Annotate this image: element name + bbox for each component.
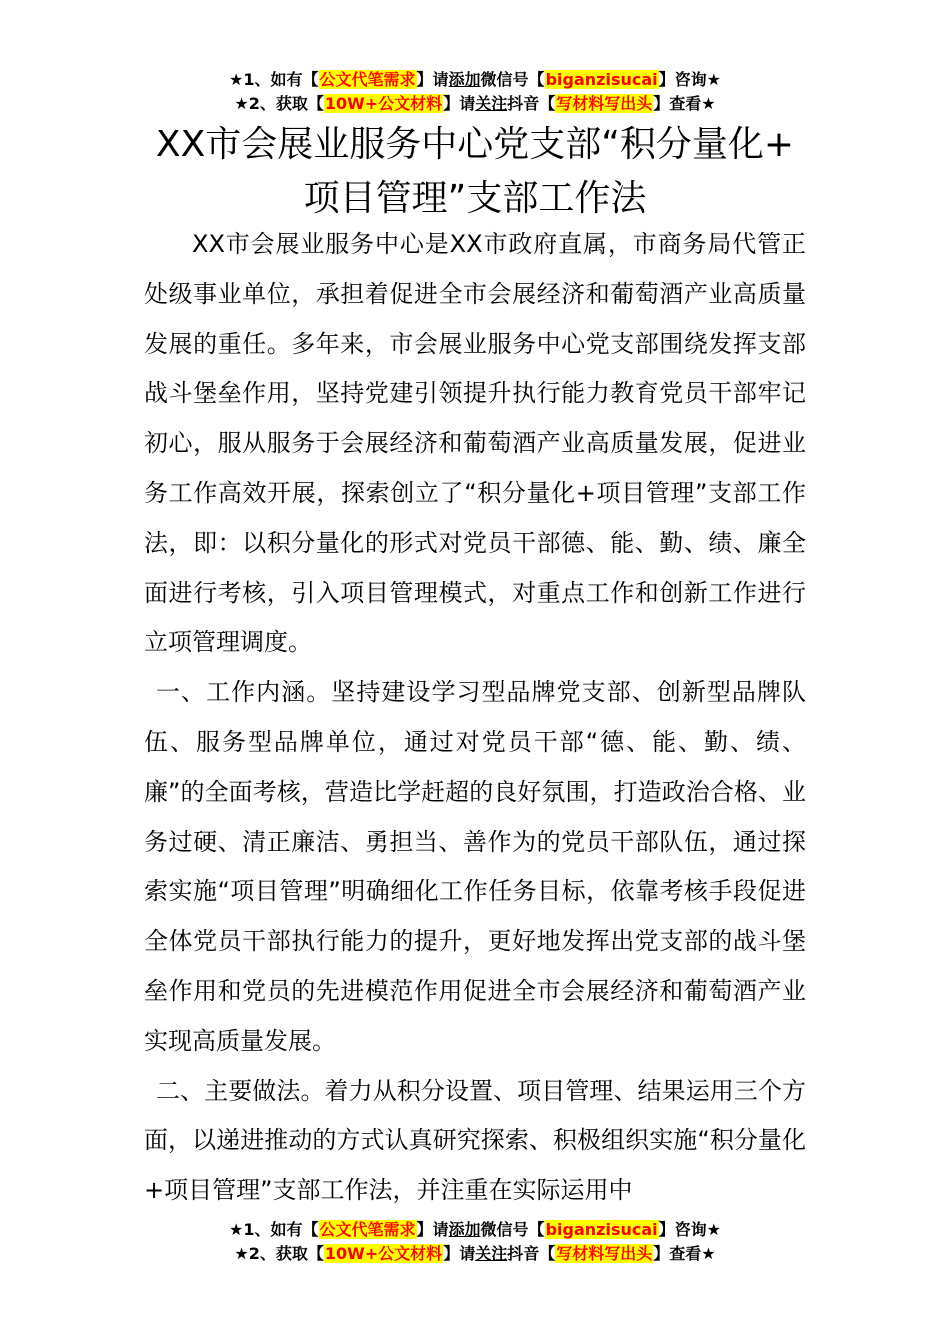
promo-line-2 — [0, 1242, 950, 1266]
wechat-id-highlight: biganzisucai — [545, 1220, 658, 1239]
promo-text: 】查看★ — [653, 94, 716, 113]
promo-text: ★1、如有【 — [229, 70, 319, 89]
douyin-id-highlight: 写材料写出头 — [556, 1244, 653, 1263]
promo-text: 】请 — [416, 70, 449, 89]
promo-emphasis: 关注 — [475, 94, 508, 113]
promo-line-1 — [0, 68, 950, 92]
promo-text: 抖音【 — [507, 1244, 556, 1263]
promo-highlight: 公文代笔需求 — [319, 1220, 416, 1239]
promo-highlight: 公文代笔需求 — [319, 70, 416, 89]
promo-text: ★2、获取【 — [234, 94, 324, 113]
header-promo-banner — [0, 68, 950, 116]
promo-line-1 — [0, 1218, 950, 1242]
promo-emphasis: 添加 — [448, 1220, 481, 1239]
body-paragraph: 一、工作内涵。坚持建设学习型品牌党支部、创新型品牌队伍、服务型品牌单位，通过对党员干部“德、能、勤、绩、廉”的全面考核，营造比学赶超的良好氛围，打造政治合格、业务过硬、清正廉洁、勇担当、善作为的党员干部队伍，通过探索实施“项目管理”明确细化工作任务目标，依靠考核手段促进全体党员干部执行能力的提升，更好地发挥出党支部的战斗堡垒作用和党员的先进模范作用促进全市会展经济和葡萄酒产业实现高质量发展。 — [144, 678, 806, 1055]
title-line-1: XX市会展业服务中心党支部“积分量化+ — [155, 124, 795, 165]
promo-highlight: 10W+公文材料 — [324, 94, 443, 113]
wechat-id-highlight: biganzisucai — [545, 70, 658, 89]
promo-text: 】请 — [443, 1244, 476, 1263]
promo-text: 抖音【 — [507, 94, 556, 113]
promo-text: 】请 — [416, 1220, 449, 1239]
promo-highlight: 10W+公文材料 — [324, 1244, 443, 1263]
document-title — [0, 118, 950, 226]
promo-emphasis: 添加 — [448, 70, 481, 89]
promo-emphasis: 关注 — [475, 1244, 508, 1263]
promo-text: ★1、如有【 — [229, 1220, 319, 1239]
body-paragraph: 二、主要做法。着力从积分设置、项目管理、结果运用三个方面，以递进推动的方式认真研究探索、积极组织实施“积分量化+项目管理”支部工作法，并注重在实际运用中 — [144, 1076, 806, 1205]
promo-text: 】咨询★ — [658, 1220, 721, 1239]
promo-text: 微信号【 — [480, 70, 545, 89]
promo-text: 】查看★ — [653, 1244, 716, 1263]
promo-text: 】请 — [443, 94, 476, 113]
footer-promo-banner — [0, 1218, 950, 1266]
title-line-2: 项目管理”支部工作法 — [303, 178, 647, 219]
promo-text: ★2、获取【 — [234, 1244, 324, 1263]
document-body — [144, 220, 806, 1216]
promo-line-2 — [0, 92, 950, 116]
body-paragraph: XX市会展业服务中心是XX市政府直属，市商务局代管正处级事业单位，承担着促进全市会展经济和葡萄酒产业高质量发展的重任。多年来，市会展业服务中心党支部围绕发挥支部战斗堡垒作用，坚持党建引领提升执行能力教育党员干部牢记初心，服从服务于会展经济和葡萄酒产业高质量发展，促进业务工作高效开展，探索创立了“积分量化+项目管理”支部工作法，即：以积分量化的形式对党员干部德、能、勤、绩、廉全面进行考核，引入项目管理模式，对重点工作和创新工作进行立项管理调度。 — [144, 230, 806, 657]
promo-text: 微信号【 — [480, 1220, 545, 1239]
douyin-id-highlight: 写材料写出头 — [556, 94, 653, 113]
promo-text: 】咨询★ — [658, 70, 721, 89]
